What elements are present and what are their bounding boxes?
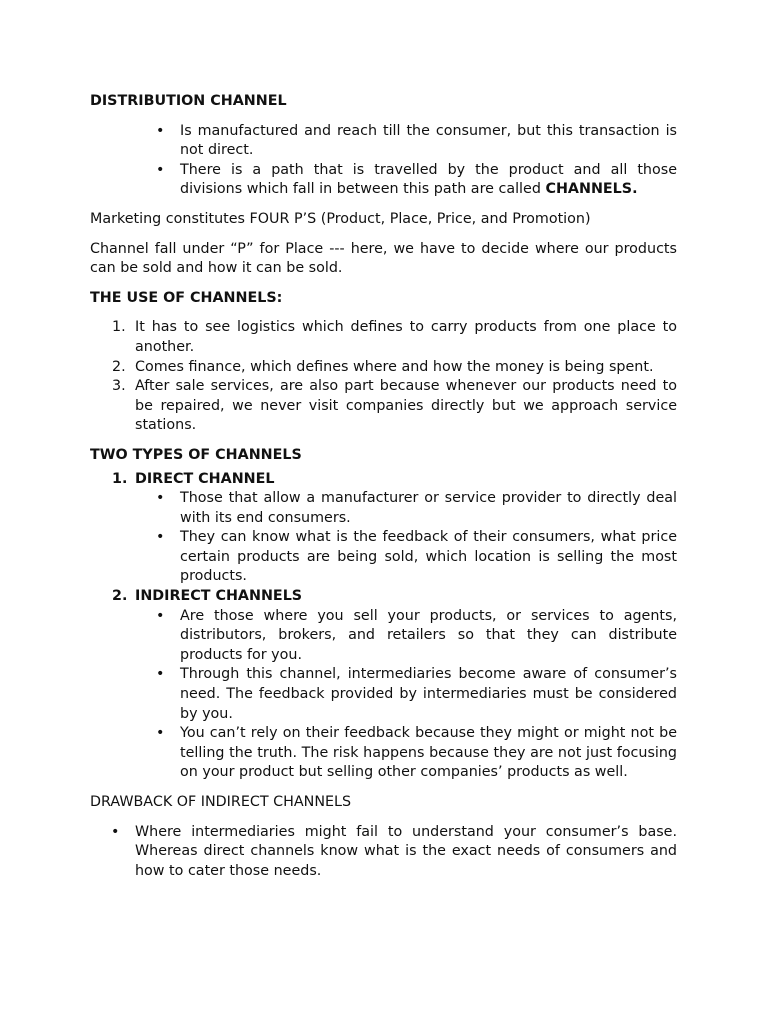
list-item — [90, 665, 677, 724]
use-of-channels-heading: THE USE OF CHANNELS: — [90, 289, 283, 306]
indirect-channel-title: INDIRECT CHANNELS — [135, 588, 303, 605]
list-item-text: There is a path that is travelled by the product and all those divisions which fall in between this path are called — [180, 161, 677, 198]
bullet-icon: • — [111, 823, 120, 840]
list-item-text: It has to see logistics which defines to carry products from one place to another. — [135, 319, 677, 355]
list-number: 2. — [112, 358, 126, 375]
list-item-text: Those that allow a manufacturer or service provider to directly deal with its end consumers. — [180, 490, 677, 526]
list-item — [90, 607, 677, 666]
bullet-icon: • — [156, 490, 165, 507]
list-number: 2. — [112, 588, 128, 605]
drawback-bullet-list — [90, 823, 677, 882]
list-item — [90, 358, 677, 378]
bullet-icon: • — [156, 607, 165, 624]
list-item — [90, 528, 677, 587]
list-item — [90, 318, 677, 357]
bullet-icon: • — [156, 529, 165, 546]
channel-types-list — [90, 470, 677, 784]
bullet-icon: • — [156, 725, 165, 742]
list-item-text: They can know what is the feedback of their consumers, what price certain products are being sold, which location is selling the most products. — [180, 529, 677, 585]
distribution-bullet-list — [90, 122, 677, 200]
document-page — [90, 92, 677, 881]
direct-channel-title: DIRECT CHANNEL — [135, 470, 275, 487]
list-item — [90, 122, 677, 161]
list-number: 3. — [112, 378, 126, 395]
list-item-text: Through this channel, intermediaries become aware of consumer’s need. The feedback provided by intermediaries must be considered by you. — [180, 666, 677, 722]
two-types-heading: TWO TYPES OF CHANNELS — [90, 446, 302, 463]
bullet-icon: • — [156, 161, 165, 178]
indirect-channel-item — [90, 587, 677, 607]
channels-emphasis: CHANNELS. — [545, 181, 638, 198]
list-item — [90, 724, 677, 783]
channel-paragraph: Channel fall under “P” for Place --- here, we have to decide where our products can be sold and how it can be sold. — [90, 240, 677, 277]
use-of-channels-list — [90, 318, 677, 436]
list-item-text: Where intermediaries might fail to understand your consumer’s base. Whereas direct channels know what is the exact needs of consumers and how to cater those needs. — [135, 823, 677, 879]
list-item — [90, 489, 677, 528]
list-item-text: After sale services, are also part because whenever our products need to be repaired, we never visit companies directly but we approach service stations. — [135, 378, 677, 434]
drawback-heading: DRAWBACK OF INDIRECT CHANNELS — [90, 794, 352, 810]
marketing-paragraph: Marketing constitutes FOUR P’S (Product, Place, Price, and Promotion) — [90, 210, 591, 227]
list-item-text: Is manufactured and reach till the consumer, but this transaction is not direct. — [180, 122, 677, 159]
bullet-icon: • — [156, 666, 165, 683]
bullet-icon: • — [156, 122, 165, 139]
distribution-channel-heading: DISTRIBUTION CHANNEL — [90, 93, 287, 109]
list-item-text: Comes finance, which defines where and how the money is being spent. — [135, 358, 654, 375]
list-item-text: You can’t rely on their feedback because they might or might not be telling the truth. The risk happens because they are not just focusing on your product but selling other companies’ products as well. — [180, 725, 677, 781]
list-item — [90, 161, 677, 200]
list-item — [90, 377, 677, 436]
list-number: 1. — [112, 319, 126, 336]
list-item-text: Are those where you sell your products, or services to agents, distributors, brokers, and retailers so that they can distribute products for you. — [180, 607, 677, 663]
direct-channel-item — [90, 470, 677, 490]
list-item — [90, 823, 677, 882]
list-number: 1. — [112, 470, 128, 487]
